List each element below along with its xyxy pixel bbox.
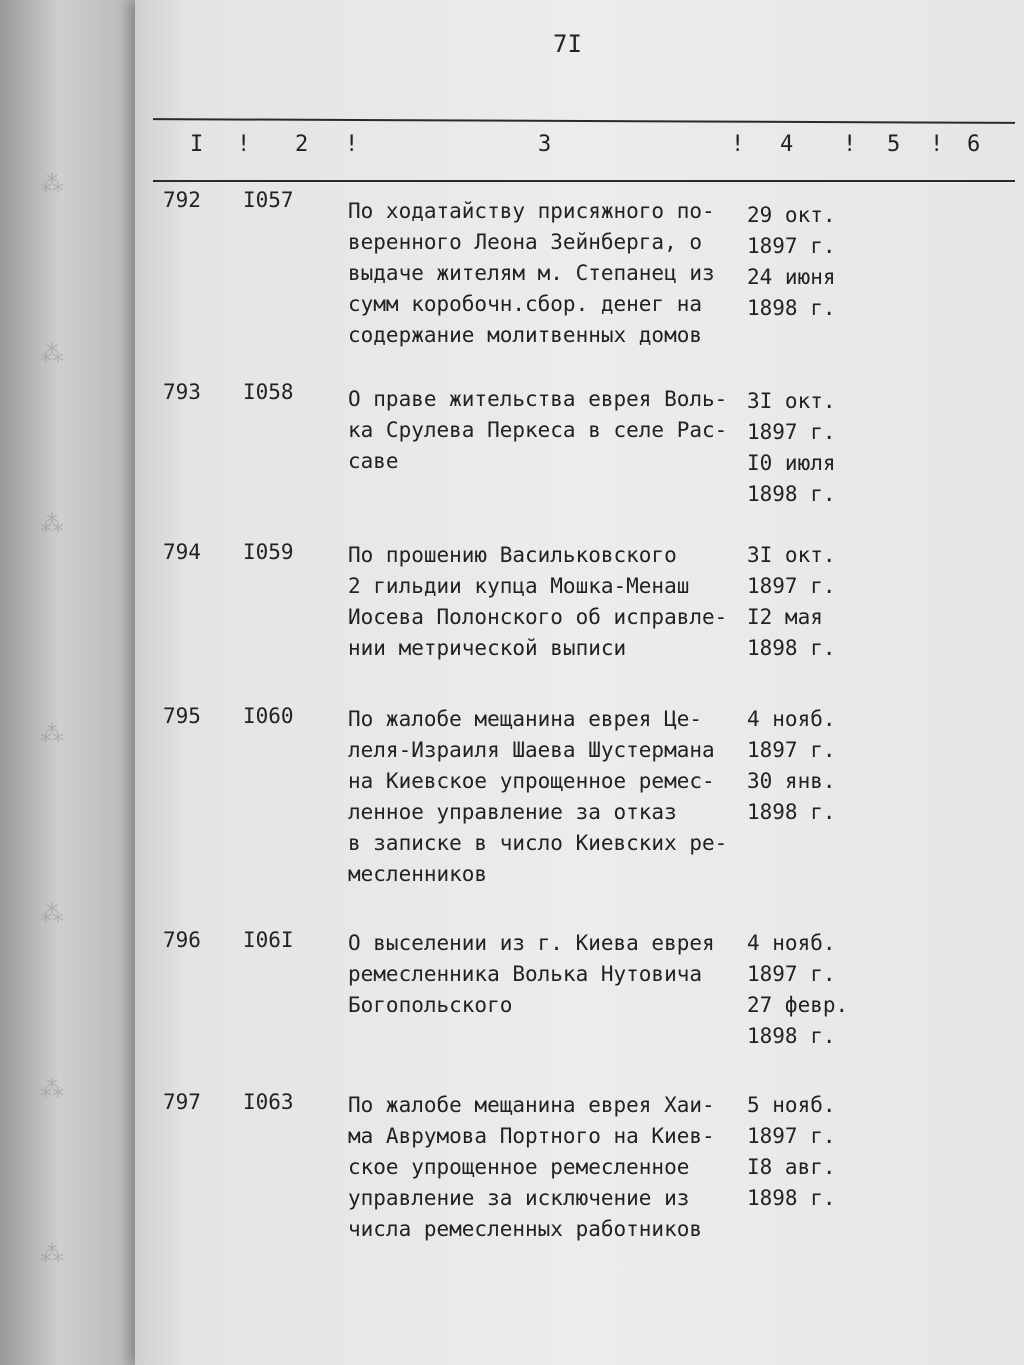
header-top-rule — [153, 118, 1015, 124]
bleed-through-mark: ⁂ — [40, 1240, 64, 1268]
description-line: По жалобе мещанина еврея Це- — [348, 707, 703, 731]
bleed-through-mark: ⁂ — [40, 720, 64, 748]
row-number: 795 — [163, 704, 201, 728]
date-line: I2 мая — [747, 605, 823, 629]
header-separator: ! — [345, 132, 359, 157]
date-line: 3I окт. — [747, 389, 836, 413]
description-line: По ходатайству присяжного по- — [348, 199, 715, 223]
description-line: ка Срулева Перкеса в селе Рас- — [348, 418, 728, 442]
description-line: О выселении из г. Киева еврея — [348, 931, 715, 955]
case-description — [348, 384, 748, 477]
description-line: ремесленника Волька Нутовича — [348, 962, 703, 986]
row-number: 792 — [163, 188, 201, 212]
row-number: 794 — [163, 540, 201, 564]
date-line: 24 июня — [747, 265, 836, 289]
description-line: 2 гильдии купца Мошка-Менаш — [348, 574, 690, 598]
description-line: Иосева Полонского об исправле- — [348, 605, 728, 629]
date-line: 4 нояб. — [747, 931, 836, 955]
bleed-through-mark: ⁂ — [40, 340, 64, 368]
header-col4: 4 — [780, 132, 794, 157]
table-header — [135, 132, 1024, 172]
date-line: 29 окт. — [747, 203, 836, 227]
description-line: выдаче жителям м. Степанец из — [348, 261, 715, 285]
file-number: I060 — [243, 704, 294, 728]
date-line: 1897 г. — [747, 420, 836, 444]
page-number: 7I — [553, 30, 582, 58]
header-bottom-rule — [153, 180, 1015, 182]
description-line: веренного Леона Зейнберга, о — [348, 230, 703, 254]
date-line: 1897 г. — [747, 738, 836, 762]
date-line: 1898 г. — [747, 482, 836, 506]
header-col1: I — [190, 132, 204, 157]
date-line: 27 февр. — [747, 993, 849, 1017]
description-line: числа ремесленных работников — [348, 1217, 703, 1241]
file-number: I06I — [243, 928, 294, 952]
case-description — [348, 540, 748, 664]
date-line: I0 июля — [747, 451, 836, 475]
date-line: 3I окт. — [747, 543, 836, 567]
date-line: 1897 г. — [747, 574, 836, 598]
date-line: 1898 г. — [747, 1186, 836, 1210]
row-number: 796 — [163, 928, 201, 952]
description-line: на Киевское упрощенное ремес- — [348, 769, 715, 793]
description-line: нии метрической выписи — [348, 636, 627, 660]
description-line: в записке в число Киевских ре- — [348, 831, 728, 855]
header-col3: 3 — [538, 132, 552, 157]
case-description — [348, 1090, 748, 1245]
date-line: I8 авг. — [747, 1155, 836, 1179]
case-dates — [747, 1090, 857, 1214]
header-separator: ! — [843, 132, 857, 157]
date-line: 5 нояб. — [747, 1093, 836, 1117]
document-page — [135, 0, 1024, 1365]
bleed-through-mark: ⁂ — [40, 510, 64, 538]
date-line: 1897 г. — [747, 962, 836, 986]
bleed-through-mark: ⁂ — [40, 170, 64, 198]
row-number: 797 — [163, 1090, 201, 1114]
description-line: О праве жительства еврея Воль- — [348, 387, 728, 411]
date-line: 1898 г. — [747, 636, 836, 660]
file-number: I063 — [243, 1090, 294, 1114]
header-col5: 5 — [887, 132, 901, 157]
file-number: I059 — [243, 540, 294, 564]
description-line: месленников — [348, 862, 488, 886]
header-col2: 2 — [295, 132, 309, 157]
header-separator: ! — [930, 132, 944, 157]
bleed-through-mark: ⁂ — [40, 900, 64, 928]
description-line: ленное управление за отказ — [348, 800, 677, 824]
file-number: I058 — [243, 380, 294, 404]
date-line: 1897 г. — [747, 1124, 836, 1148]
case-dates — [747, 200, 857, 324]
file-number: I057 — [243, 188, 294, 212]
header-separator: ! — [731, 132, 745, 157]
description-line: По прошению Васильковского — [348, 543, 677, 567]
date-line: 1898 г. — [747, 800, 836, 824]
date-line: 1897 г. — [747, 234, 836, 258]
case-dates — [747, 704, 857, 828]
description-line: ма Аврумова Портного на Киев- — [348, 1124, 715, 1148]
date-line: 1898 г. — [747, 1024, 836, 1048]
date-line: 4 нояб. — [747, 707, 836, 731]
case-description — [348, 928, 748, 1021]
description-line: управление за исключение из — [348, 1186, 690, 1210]
date-line: 1898 г. — [747, 296, 836, 320]
description-line: Богопольского — [348, 993, 513, 1017]
description-line: По жалобе мещанина еврея Хаи- — [348, 1093, 715, 1117]
case-description — [348, 704, 748, 890]
case-dates — [747, 540, 857, 664]
description-line: содержание молитвенных домов — [348, 323, 703, 347]
header-col6: 6 — [967, 132, 981, 157]
case-dates — [747, 928, 857, 1052]
description-line: сумм коробочн.сбор. денег на — [348, 292, 703, 316]
header-separator: ! — [237, 132, 251, 157]
description-line: леля-Израиля Шаева Шустермана — [348, 738, 715, 762]
description-line: саве — [348, 449, 399, 473]
description-line: ское упрощенное ремесленное — [348, 1155, 690, 1179]
bleed-through-mark: ⁂ — [40, 1075, 64, 1103]
book-spine — [0, 0, 150, 1365]
date-line: 30 янв. — [747, 769, 836, 793]
row-number: 793 — [163, 380, 201, 404]
case-description — [348, 196, 748, 351]
case-dates — [747, 386, 857, 510]
